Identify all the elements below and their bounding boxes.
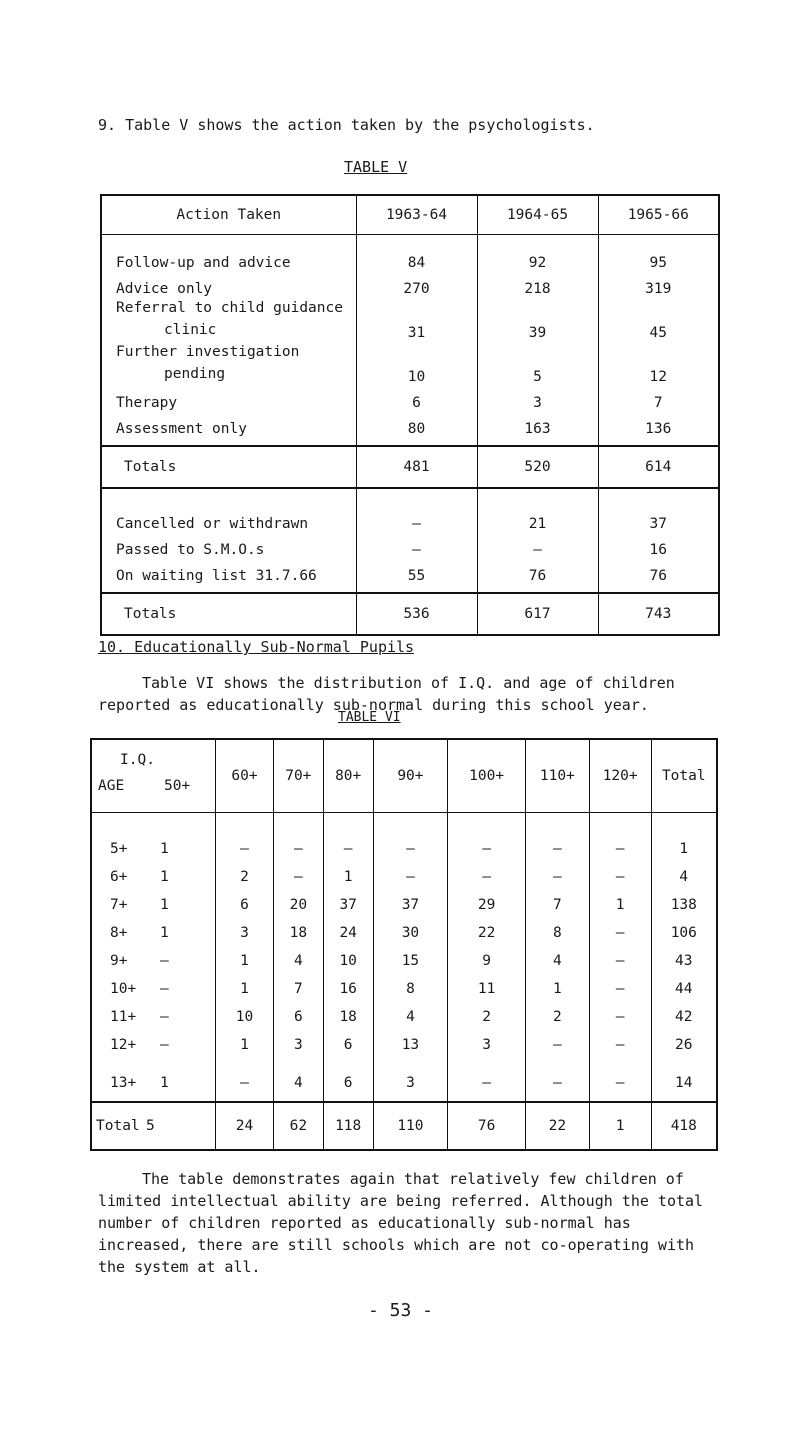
- cell: –: [356, 488, 477, 532]
- cell: 30: [373, 913, 448, 941]
- iq-50-value: 1: [160, 897, 169, 913]
- age-iq-header: [91, 739, 216, 813]
- cell: –: [448, 857, 526, 885]
- row-total-cell: 44: [651, 969, 717, 997]
- cell: 15: [373, 941, 448, 969]
- cell: 16: [598, 532, 719, 558]
- table-row: [101, 297, 719, 341]
- cell: 10: [356, 341, 477, 385]
- row-label: On waiting list 31.7.66: [116, 568, 317, 584]
- cell: –: [589, 1025, 651, 1053]
- row-label-line1: Further investigation: [116, 344, 300, 360]
- age-label: 5+: [110, 841, 128, 857]
- total-cell: 481: [356, 446, 477, 488]
- age-cell: [91, 913, 216, 941]
- page-number: - 53 -: [368, 1300, 434, 1321]
- age-cell: [91, 1053, 216, 1102]
- cell: 136: [598, 411, 719, 446]
- table-vi-header-row: [91, 739, 717, 813]
- total-cell: 617: [477, 593, 598, 635]
- cell: 39: [477, 297, 598, 341]
- table-v-title: TABLE V: [344, 158, 408, 176]
- cell: 7: [598, 385, 719, 411]
- cell: 2: [216, 857, 274, 885]
- row-label: Advice only: [116, 281, 213, 297]
- cell: 95: [598, 235, 719, 272]
- cell: 6: [356, 385, 477, 411]
- age-label: Total: [96, 1118, 140, 1134]
- cell: 55: [356, 558, 477, 593]
- cell: 13: [373, 1025, 448, 1053]
- table-v-header: 1965-66: [598, 195, 719, 235]
- cell: –: [525, 1053, 589, 1102]
- row-label-line2: clinic: [164, 322, 217, 338]
- total-cell: 520: [477, 446, 598, 488]
- iq-header: 120+: [589, 739, 651, 813]
- cell: –: [477, 532, 598, 558]
- iq-50-value: –: [160, 953, 169, 969]
- row-label: [101, 341, 356, 385]
- table-v-header: 1964-65: [477, 195, 598, 235]
- cell: 9: [448, 941, 526, 969]
- cell: 10: [323, 941, 373, 969]
- cell: –: [356, 532, 477, 558]
- table-row: [101, 411, 719, 446]
- table-row: [101, 341, 719, 385]
- age-label: 11+: [110, 1009, 137, 1025]
- totals-row: [101, 446, 719, 488]
- age-cell: [91, 969, 216, 997]
- iq-header: 90+: [373, 739, 448, 813]
- age-cell: [91, 1025, 216, 1053]
- row-label: Assessment only: [116, 421, 247, 437]
- cell: –: [589, 813, 651, 858]
- iq-header: 100+: [448, 739, 526, 813]
- cell: 24: [323, 913, 373, 941]
- cell: 7: [273, 969, 323, 997]
- table-row: [101, 271, 719, 297]
- cell: 1: [589, 1102, 651, 1150]
- cell: 163: [477, 411, 598, 446]
- cell: 76: [598, 558, 719, 593]
- cell: 4: [373, 997, 448, 1025]
- section-10-heading: [98, 638, 414, 656]
- row-label: [101, 297, 356, 341]
- table-v: [100, 194, 720, 636]
- table-v-header-row: [101, 195, 719, 235]
- iq-50-value: –: [160, 1009, 169, 1025]
- closing-paragraph: The table demonstrates again that relatively few children of limited intellectual ability are being referred. Although the total number of children reported as educationally sub-normal has increased, there are still schools which are not co-operating with the system at all.: [98, 1170, 704, 1276]
- cell: 37: [323, 885, 373, 913]
- iq-header: 60+: [216, 739, 274, 813]
- cell: 31: [356, 297, 477, 341]
- cell: –: [525, 857, 589, 885]
- age-cell: [91, 1102, 216, 1150]
- cell: 45: [598, 297, 719, 341]
- cell: 6: [216, 885, 274, 913]
- age-label: 6+: [110, 869, 128, 885]
- cell: –: [525, 1025, 589, 1053]
- cell: 4: [525, 941, 589, 969]
- cell: 12: [598, 341, 719, 385]
- cell: 92: [477, 235, 598, 272]
- row-total-cell: 43: [651, 941, 717, 969]
- row-total-cell: 26: [651, 1025, 717, 1053]
- cell: 1: [525, 969, 589, 997]
- row-total-cell: 106: [651, 913, 717, 941]
- iq-header-50: 50+: [164, 778, 191, 794]
- cell: 1: [216, 969, 274, 997]
- age-cell: [91, 941, 216, 969]
- cell: 76: [448, 1102, 526, 1150]
- row-label: Therapy: [116, 395, 178, 411]
- cell: –: [273, 857, 323, 885]
- cell: 6: [273, 997, 323, 1025]
- cell: –: [323, 813, 373, 858]
- cell: 118: [323, 1102, 373, 1150]
- cell: 1: [216, 941, 274, 969]
- table-v-header: 1963-64: [356, 195, 477, 235]
- cell: 21: [477, 488, 598, 532]
- cell: 22: [448, 913, 526, 941]
- age-label: 10+: [110, 981, 137, 997]
- cell: 37: [373, 885, 448, 913]
- cell: 2: [525, 997, 589, 1025]
- age-cell: [91, 885, 216, 913]
- cell: 6: [323, 1053, 373, 1102]
- cell: 20: [273, 885, 323, 913]
- cell: 3: [273, 1025, 323, 1053]
- iq-50-value: –: [160, 981, 169, 997]
- totals-row: [101, 593, 719, 635]
- cell: 3: [373, 1053, 448, 1102]
- row-label: Cancelled or withdrawn: [116, 516, 309, 532]
- cell: 18: [323, 997, 373, 1025]
- row-total-cell: 42: [651, 997, 717, 1025]
- row-total-cell: 138: [651, 885, 717, 913]
- cell: 18: [273, 913, 323, 941]
- table-vi-title: TABLE VI: [338, 710, 401, 725]
- row-total-cell: 1: [651, 813, 717, 858]
- table-row: [91, 997, 717, 1025]
- total-cell: 614: [598, 446, 719, 488]
- iq-50-value: 1: [160, 841, 169, 857]
- totals-label: Totals: [101, 446, 356, 488]
- cell: –: [216, 813, 274, 858]
- table-row: [101, 235, 719, 272]
- total-header: Total: [651, 739, 717, 813]
- table-row: [101, 385, 719, 411]
- row-label-line2: pending: [164, 366, 226, 382]
- cell: 11: [448, 969, 526, 997]
- cell: –: [273, 813, 323, 858]
- cell: 16: [323, 969, 373, 997]
- cell: –: [589, 969, 651, 997]
- table-vi: [90, 738, 718, 1151]
- table-v-header: Action Taken: [101, 195, 356, 235]
- age-label: 8+: [110, 925, 128, 941]
- cell: 8: [373, 969, 448, 997]
- cell: 3: [448, 1025, 526, 1053]
- iq-header: 110+: [525, 739, 589, 813]
- row-total-cell: 4: [651, 857, 717, 885]
- age-label: AGE: [98, 778, 125, 794]
- table-row: [91, 1025, 717, 1053]
- section-9-intro: 9. Table V shows the action taken by the psychologists.: [98, 116, 595, 134]
- row-label: Follow-up and advice: [116, 255, 291, 271]
- totals-label: Totals: [101, 593, 356, 635]
- cell: 5: [477, 341, 598, 385]
- table-row: [91, 885, 717, 913]
- cell: –: [589, 941, 651, 969]
- total-cell: 536: [356, 593, 477, 635]
- section-10-paragraph: Table VI shows the distribution of I.Q. and age of children reported as educationally sub-normal during this school year.: [98, 674, 675, 714]
- cell: 76: [477, 558, 598, 593]
- cell: 110: [373, 1102, 448, 1150]
- cell: 80: [356, 411, 477, 446]
- table-row: [91, 813, 717, 858]
- cell: –: [373, 813, 448, 858]
- cell: –: [589, 997, 651, 1025]
- iq-header: 80+: [323, 739, 373, 813]
- table-row: [91, 913, 717, 941]
- cell: 24: [216, 1102, 274, 1150]
- cell: 84: [356, 235, 477, 272]
- cell: 6: [323, 1025, 373, 1053]
- age-cell: [91, 997, 216, 1025]
- table-row: [91, 1053, 717, 1102]
- iq-50-value: 1: [160, 1075, 169, 1091]
- cell: 3: [216, 913, 274, 941]
- age-label: 13+: [110, 1075, 137, 1091]
- cell: 37: [598, 488, 719, 532]
- cell: –: [448, 813, 526, 858]
- row-total-cell: 14: [651, 1053, 717, 1102]
- cell: 270: [356, 271, 477, 297]
- cell: –: [589, 1053, 651, 1102]
- cell: 1: [216, 1025, 274, 1053]
- cell: 7: [525, 885, 589, 913]
- total-cell: 743: [598, 593, 719, 635]
- cell: –: [216, 1053, 274, 1102]
- cell: 8: [525, 913, 589, 941]
- cell: –: [525, 813, 589, 858]
- iq-label: I.Q.: [120, 752, 155, 768]
- cell: –: [589, 913, 651, 941]
- table-row: [91, 857, 717, 885]
- table-row: [101, 532, 719, 558]
- row-total-cell: 418: [651, 1102, 717, 1150]
- cell: 319: [598, 271, 719, 297]
- cell: 3: [477, 385, 598, 411]
- cell: 1: [323, 857, 373, 885]
- age-cell: [91, 813, 216, 858]
- age-label: 9+: [110, 953, 128, 969]
- table-row: [101, 488, 719, 532]
- age-label: 12+: [110, 1037, 137, 1053]
- section-10-heading-text: 10. Educationally Sub-Normal Pupils: [98, 638, 415, 656]
- cell: 62: [273, 1102, 323, 1150]
- row-label-line1: Referral to child guidance: [116, 300, 343, 316]
- table-row: [91, 941, 717, 969]
- cell: 29: [448, 885, 526, 913]
- age-label: 7+: [110, 897, 128, 913]
- totals-row: [91, 1102, 717, 1150]
- cell: –: [448, 1053, 526, 1102]
- age-cell: [91, 857, 216, 885]
- iq-header: 70+: [273, 739, 323, 813]
- cell: 4: [273, 941, 323, 969]
- iq-50-value: 5: [146, 1118, 155, 1134]
- iq-50-value: –: [160, 1037, 169, 1053]
- iq-50-value: 1: [160, 869, 169, 885]
- cell: 4: [273, 1053, 323, 1102]
- cell: 10: [216, 997, 274, 1025]
- cell: –: [589, 857, 651, 885]
- cell: 22: [525, 1102, 589, 1150]
- table-row: [91, 969, 717, 997]
- cell: 2: [448, 997, 526, 1025]
- cell: –: [373, 857, 448, 885]
- row-label: Passed to S.M.O.s: [116, 542, 265, 558]
- table-row: [101, 558, 719, 593]
- iq-50-value: 1: [160, 925, 169, 941]
- cell: 218: [477, 271, 598, 297]
- cell: 1: [589, 885, 651, 913]
